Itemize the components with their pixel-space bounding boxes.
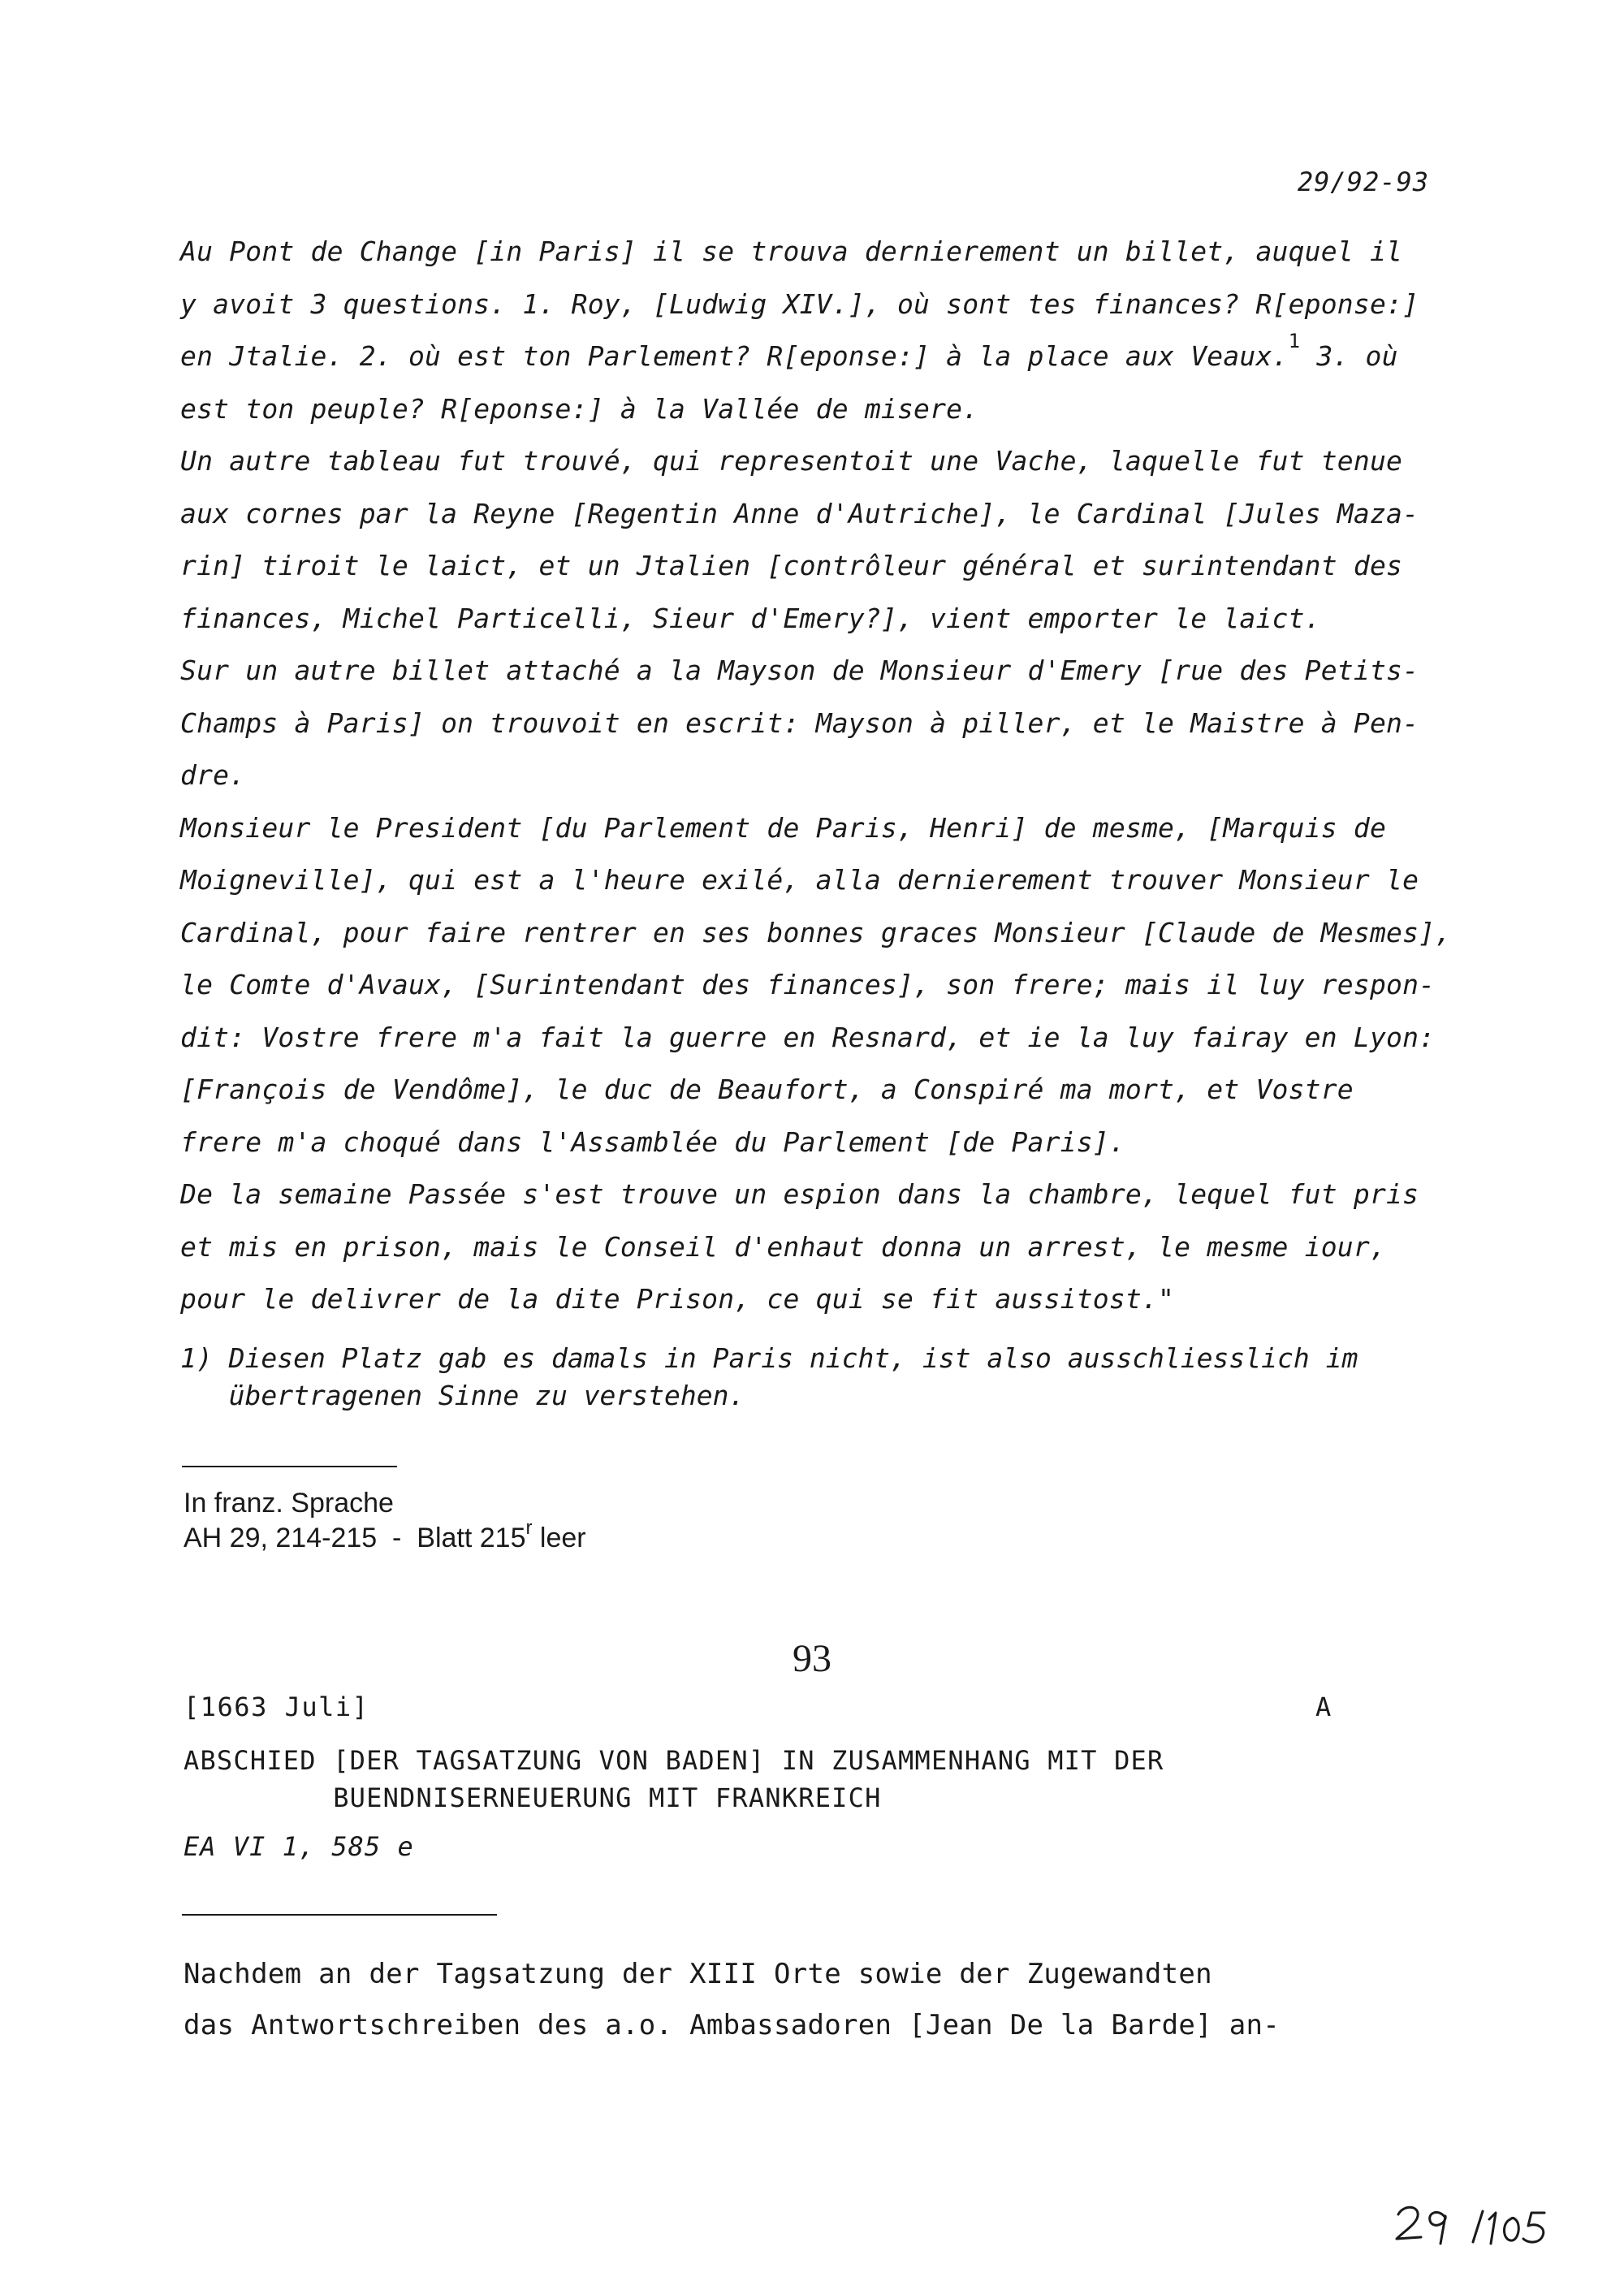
archive-reference-text: AH 29, 214-215 - Blatt 215 [184, 1523, 526, 1553]
page-reference: 29/92-93 [1297, 166, 1429, 197]
text-line: pour le delivrer de la dite Prison, ce qui se fit aussitost." [180, 1283, 1175, 1315]
text-line: dre. [180, 759, 246, 791]
recto-superscript: r [525, 1517, 533, 1539]
document-date: [1663 Juli] [184, 1691, 369, 1722]
edition-reference: EA VI 1, 585 e [184, 1831, 414, 1862]
archive-reference [184, 1517, 586, 1558]
text-line: De la semaine Passée s'est trouve un espion dans la chambre, lequel fut pris [180, 1178, 1419, 1210]
handwritten-page-number [1389, 2197, 1551, 2253]
french-italic-text [180, 226, 1455, 1326]
text-line-part: 3. où [1300, 340, 1398, 372]
title-line: ABSCHIED [DER TAGSATZUNG VON BADEN] IN ZUSAMMENHANG MIT DER [184, 1745, 1164, 1776]
text-line: le Comte d'Avaux, [Surintendant des finances], son frere; mais il luy respon- [180, 969, 1436, 1000]
document-title [184, 1742, 1164, 1817]
text-line: dit: Vostre frere m'a fait la guerre en Resnard, et ie la luy fairay en Lyon: [180, 1021, 1436, 1053]
archive-reference-tail: leer [532, 1523, 586, 1553]
text-line: Un autre tableau fut trouvé, qui representoit une Vache, laquelle fut tenue [180, 445, 1403, 477]
text-line: et mis en prison, mais le Conseil d'enhaut donna un arrest, le mesme iour, [180, 1230, 1387, 1263]
text-line: finances, Michel Particelli, Sieur d'Emery?], vient emporter le laict. [180, 602, 1321, 634]
text-line: rin] tiroit le laict, et un Jtalien [contrôleur général et surintendant des [180, 550, 1403, 581]
text-line: frere m'a choqué dans l'Assamblée du Parlement [de Paris]. [180, 1125, 1125, 1158]
title-line: BUENDNISERNEUERUNG MIT FRANKREICH [184, 1782, 882, 1813]
footnote-line: 1) Diesen Platz gab es damals in Paris nicht, ist also ausschliesslich im [180, 1342, 1358, 1374]
text-line: Monsieur le President [du Parlement de Paris, Henri] de mesme, [Marquis de [180, 811, 1387, 844]
document-letter: A [1315, 1691, 1332, 1722]
body-text [184, 1949, 1483, 2051]
text-line-part: en Jtalie. 2. où est ton Parlement? R[eponse:] à la place aux Veaux. [180, 340, 1289, 372]
text-line: est ton peuple? R[eponse:] à la Vallée de misere. [180, 392, 979, 425]
footnote [180, 1340, 1455, 1415]
text-line: [François de Vendôme], le duc de Beaufort, a Conspiré ma mort, et Vostre [180, 1074, 1354, 1105]
text-line: Sur un autre billet attaché a la Mayson de Monsieur d'Emery [rue des Petits- [180, 655, 1419, 686]
divider-rule [182, 1466, 397, 1467]
text-line [180, 330, 1455, 383]
text-line: Au Pont de Change [in Paris] il se trouva dernierement un billet, auquel il [180, 235, 1403, 267]
text-line: y avoit 3 questions. 1. Roy, [Ludwig XIV.], où sont tes finances? R[eponse:] [180, 287, 1419, 320]
source-note [184, 1486, 586, 1558]
body-line: das Antwortschreiben des a.o. Ambassadoren [Jean De la Barde] an- [184, 2009, 1281, 2041]
divider-rule [182, 1914, 497, 1916]
footnote-line: übertragenen Sinne zu verstehen. [180, 1380, 745, 1411]
text-line: Moigneville], qui est a l'heure exilé, alla dernierement trouver Monsieur le [180, 864, 1419, 896]
document-number: 93 [793, 1637, 831, 1680]
text-line: Cardinal, pour faire rentrer en ses bonnes graces Monsieur [Claude de Mesmes], [180, 916, 1452, 948]
language-note: In franz. Sprache [184, 1488, 394, 1519]
text-line: Champs à Paris] on trouvoit en escrit: Mayson à piller, et le Maistre à Pen- [180, 706, 1419, 739]
text-line: aux cornes par la Reyne [Regentin Anne d'Autriche], le Cardinal [Jules Maza- [180, 497, 1419, 529]
footnote-marker: 1 [1288, 330, 1301, 352]
body-line: Nachdem an der Tagsatzung der XIII Orte sowie der Zugewandten [184, 1958, 1212, 1990]
